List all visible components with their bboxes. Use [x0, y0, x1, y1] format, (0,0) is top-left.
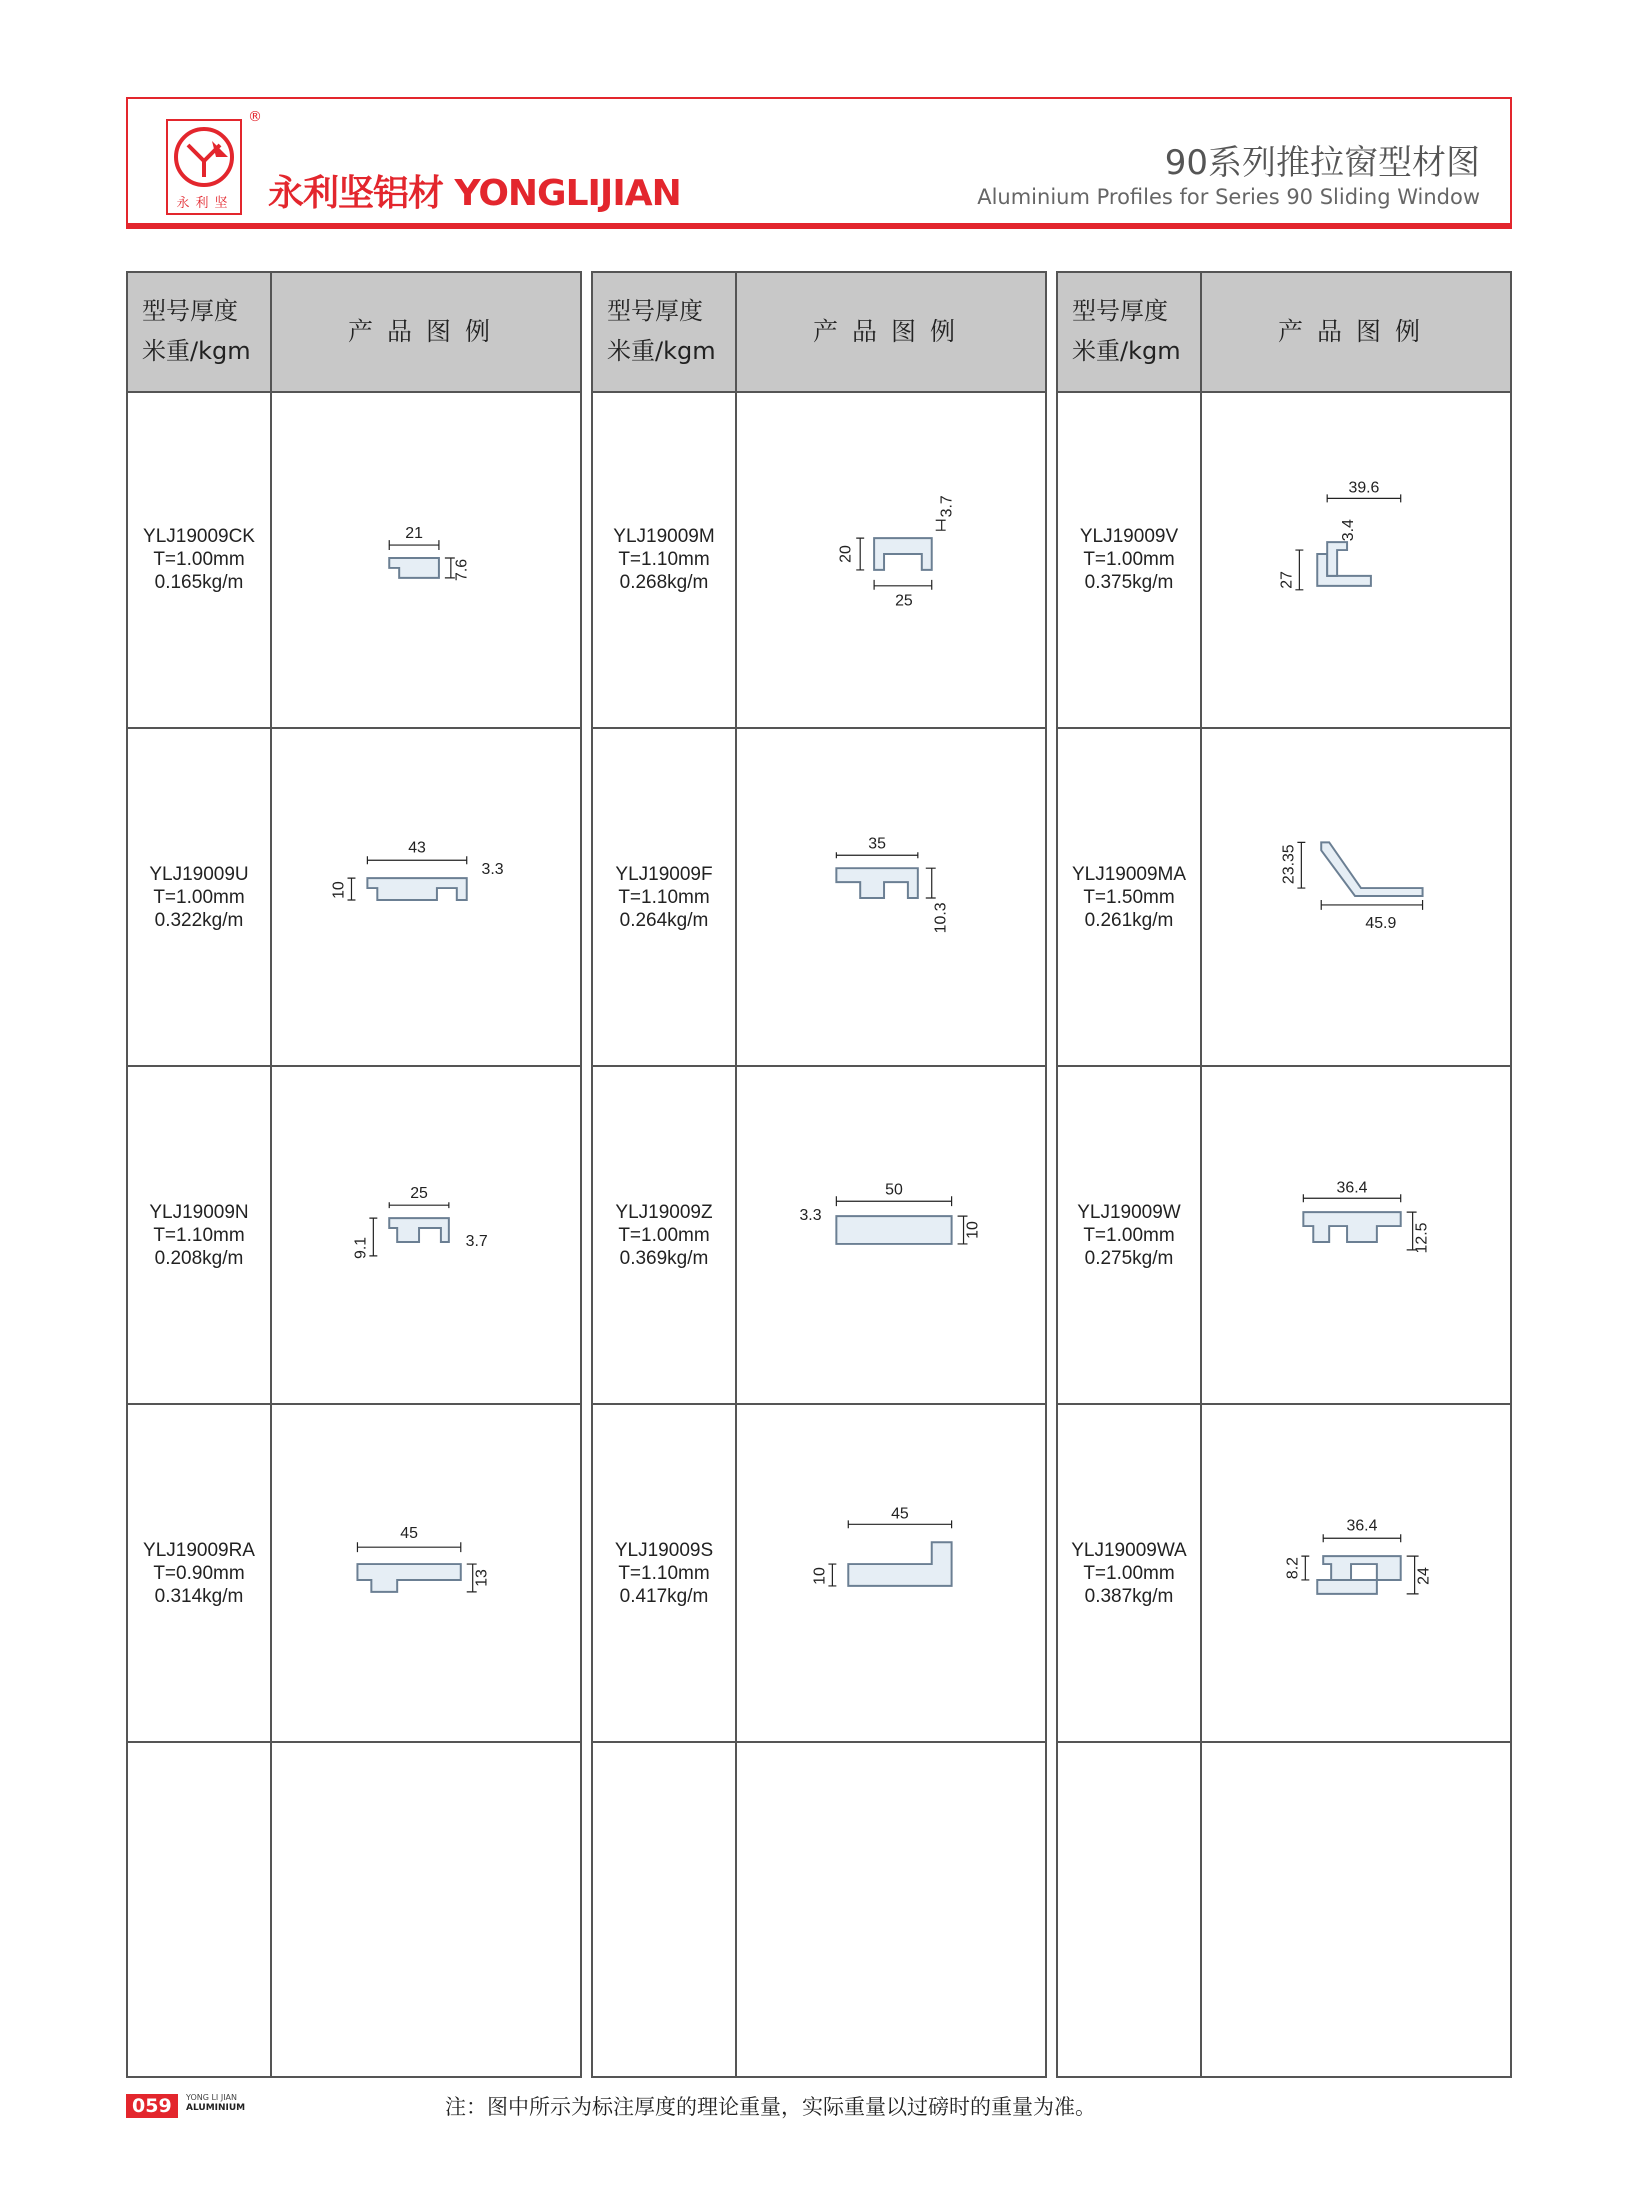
- dimension-label: 45: [400, 1525, 418, 1543]
- profile-model: YLJ19009N: [149, 1201, 249, 1223]
- profile-drawing: [272, 1405, 580, 1741]
- profile-info: [128, 729, 270, 1065]
- profile-model: YLJ19009Z: [615, 1201, 713, 1223]
- table-row: [1058, 391, 1510, 729]
- profile-thickness: T=1.00mm: [1083, 1562, 1175, 1584]
- table-row: [128, 1067, 580, 1405]
- dimension-label: 9.1: [352, 1236, 370, 1259]
- table-header: [1058, 273, 1510, 393]
- profile-model: YLJ19009WA: [1071, 1539, 1187, 1561]
- profile-info: [1058, 391, 1200, 727]
- registered-mark: ®: [248, 109, 262, 125]
- profile-weight: 0.375kg/m: [1084, 571, 1174, 593]
- profile-drawing: [1202, 1405, 1510, 1741]
- header-model-cell: [1058, 273, 1202, 391]
- header-model-cell: [593, 273, 737, 391]
- table-row: [593, 391, 1045, 729]
- dimension-label: 3.7: [465, 1232, 488, 1250]
- dimension-label: 3.3: [481, 861, 504, 879]
- table-row: [128, 1405, 580, 1743]
- dimension-label: 13: [473, 1569, 491, 1587]
- table-row: [593, 1405, 1045, 1743]
- dimension-label: 10: [811, 1567, 829, 1585]
- dimension-label: 35: [868, 835, 886, 853]
- logo-caption: 永利坚: [176, 196, 234, 211]
- footer-brand: [186, 2093, 245, 2113]
- header-model-label: 型号厚度: [142, 297, 238, 325]
- profile-info: [1058, 729, 1200, 1065]
- profile-drawing: [272, 391, 580, 727]
- table-row: [1058, 1405, 1510, 1743]
- profile-info: [593, 729, 735, 1065]
- profile-info: [1058, 1067, 1200, 1403]
- table-row-empty: [593, 1743, 1045, 2076]
- profile-model: YLJ19009CK: [143, 525, 255, 547]
- dimension-label: 23.35: [1280, 844, 1298, 885]
- header-model-label: 型号厚度: [607, 297, 703, 325]
- profile-thickness: T=1.00mm: [1083, 548, 1175, 570]
- profile-drawing: [737, 1405, 1045, 1741]
- page-subtitle: Aluminium Profiles for Series 90 Sliding Window: [977, 185, 1480, 209]
- dimension-label: 43: [408, 839, 426, 857]
- profile-weight: 0.208kg/m: [154, 1247, 244, 1269]
- profile-drawing: [1202, 1067, 1510, 1403]
- profile-thickness: T=1.00mm: [153, 548, 245, 570]
- profile-weight: 0.387kg/m: [1084, 1585, 1174, 1607]
- profile-info: [128, 391, 270, 727]
- profile-drawing: [272, 729, 580, 1065]
- profile-model: YLJ19009MA: [1071, 863, 1187, 885]
- dimension-label: 8.2: [1284, 1556, 1302, 1580]
- profile-drawing: [737, 1067, 1045, 1403]
- dimension-label: 10: [964, 1221, 982, 1239]
- table-row: [593, 1067, 1045, 1405]
- dimension-label: 7.6: [453, 558, 471, 581]
- table-row: [128, 729, 580, 1067]
- header-weight-label: 米重/kgm: [142, 337, 251, 365]
- profile-weight: 0.369kg/m: [619, 1247, 709, 1269]
- profile-model: YLJ19009F: [615, 863, 713, 885]
- profile-model: YLJ19009V: [1079, 525, 1179, 547]
- profile-weight: 0.314kg/m: [154, 1585, 244, 1607]
- header-drawing-label: 产品图例: [812, 317, 969, 346]
- page-number: 059: [126, 2094, 178, 2118]
- profile-model: YLJ19009RA: [143, 1539, 255, 1561]
- dimension-label: 25: [410, 1185, 428, 1203]
- profile-thickness: T=1.10mm: [618, 1562, 710, 1584]
- profile-weight: 0.275kg/m: [1084, 1247, 1174, 1269]
- table-row-empty: [1058, 1743, 1510, 2076]
- profile-model: YLJ19009U: [149, 863, 249, 885]
- table-row: [593, 729, 1045, 1067]
- dimension-label: 27: [1278, 571, 1296, 589]
- header-model-label: 型号厚度: [1072, 297, 1168, 325]
- profile-thickness: T=1.10mm: [618, 886, 710, 908]
- dimension-label: 25: [895, 592, 913, 610]
- page-title: 90系列推拉窗型材图: [1164, 143, 1480, 183]
- table-row: [1058, 729, 1510, 1067]
- profile-weight: 0.268kg/m: [619, 571, 709, 593]
- footer-brand-line2: ALUMINIUM: [186, 2103, 246, 2113]
- table-row-empty: [128, 1743, 580, 2076]
- dimension-label: 45.9: [1365, 914, 1397, 932]
- header-drawing-label: 产品图例: [347, 317, 504, 346]
- profile-thickness: T=1.00mm: [618, 1224, 710, 1246]
- profile-thickness: T=1.50mm: [1083, 886, 1175, 908]
- profile-info: [128, 1067, 270, 1403]
- profile-weight: 0.165kg/m: [154, 571, 244, 593]
- dimension-label: 21: [405, 525, 423, 543]
- table-header: [593, 273, 1045, 393]
- page-header: [126, 97, 1512, 229]
- footnote: 注：图中所示为标注厚度的理论重量，实际重量以过磅时的重量为准。: [445, 2095, 1096, 2119]
- profile-thickness: T=1.10mm: [153, 1224, 245, 1246]
- profile-weight: 0.322kg/m: [154, 909, 244, 931]
- profile-table-1: [126, 271, 582, 2078]
- profile-model: YLJ19009S: [614, 1539, 714, 1561]
- profile-thickness: T=0.90mm: [153, 1562, 245, 1584]
- profile-drawing: [272, 1067, 580, 1403]
- profile-info: [1058, 1405, 1200, 1741]
- profile-info: [128, 1405, 270, 1741]
- profile-model: YLJ19009M: [613, 525, 715, 547]
- dimension-label: 20: [837, 545, 855, 563]
- dimension-label: 12.5: [1413, 1222, 1431, 1254]
- profile-drawing: [1202, 391, 1510, 727]
- dimension-label: 3.4: [1340, 519, 1358, 542]
- brand-name: 永利坚铝材 YONGLIJIAN: [268, 173, 681, 214]
- table-row: [1058, 1067, 1510, 1405]
- dimension-label: 39.6: [1348, 479, 1380, 497]
- profile-weight: 0.261kg/m: [1084, 909, 1174, 931]
- dimension-label: 50: [885, 1181, 903, 1199]
- profile-thickness: T=1.10mm: [618, 548, 710, 570]
- dimension-label: 36.4: [1336, 1179, 1368, 1197]
- profile-info: [593, 391, 735, 727]
- profile-info: [593, 1067, 735, 1403]
- logo-emblem-icon: [168, 121, 240, 191]
- brand-logo: [166, 119, 242, 215]
- profile-weight: 0.264kg/m: [619, 909, 709, 931]
- dimension-label: 36.4: [1346, 1517, 1378, 1535]
- header-drawing-label: 产品图例: [1277, 317, 1434, 346]
- profile-table-2: [591, 271, 1047, 2078]
- dimension-label: 24: [1415, 1567, 1433, 1585]
- footer-brand-line1: YONG LI JIAN: [186, 2093, 238, 2102]
- profile-drawing: [1202, 729, 1510, 1065]
- dimension-label: 45: [891, 1505, 909, 1523]
- profile-weight: 0.417kg/m: [619, 1585, 709, 1607]
- profile-thickness: T=1.00mm: [1083, 1224, 1175, 1246]
- table-row: [128, 391, 580, 729]
- profile-drawing: [737, 391, 1045, 727]
- profile-info: [593, 1405, 735, 1741]
- profile-thickness: T=1.00mm: [153, 886, 245, 908]
- header-weight-label: 米重/kgm: [607, 337, 716, 365]
- profile-drawing: [737, 729, 1045, 1065]
- dimension-label: 3.3: [799, 1207, 822, 1225]
- dimension-label: 3.7: [938, 495, 956, 518]
- dimension-label: 10: [330, 881, 348, 899]
- dimension-label: 10.3: [932, 902, 950, 934]
- table-header: [128, 273, 580, 393]
- profile-table-3: [1056, 271, 1512, 2078]
- header-weight-label: 米重/kgm: [1072, 337, 1181, 365]
- header-model-cell: [128, 273, 272, 391]
- profile-model: YLJ19009W: [1077, 1201, 1181, 1223]
